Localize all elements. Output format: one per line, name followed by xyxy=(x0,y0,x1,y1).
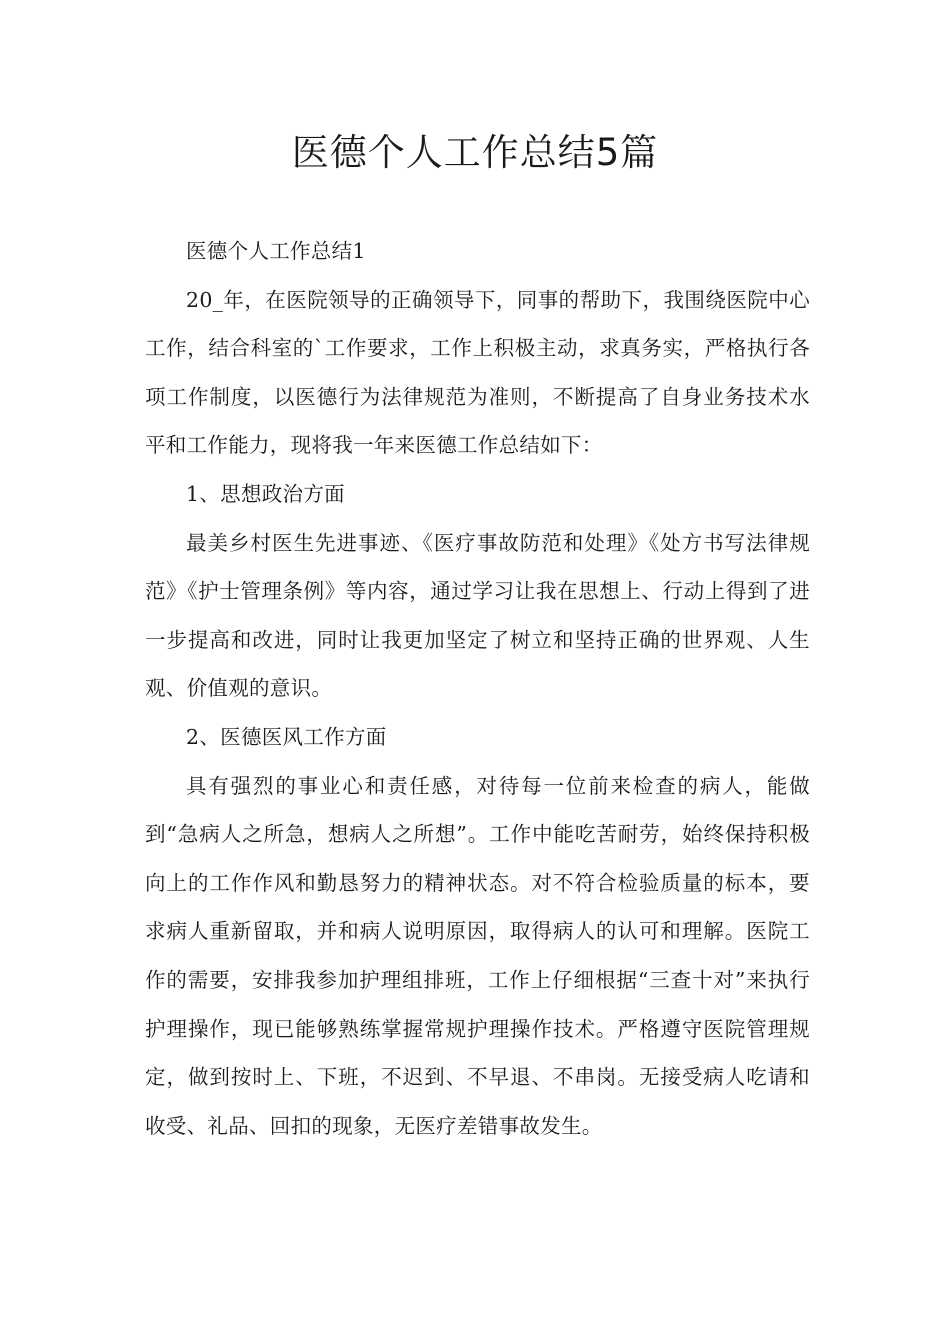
document-body xyxy=(145,227,810,1150)
document-title: 医德个人工作总结5篇 xyxy=(291,131,659,174)
section-heading: 医德个人工作总结1 xyxy=(186,239,366,263)
body-paragraph: 最美乡村医生先进事迹、《医疗事故防范和处理》《处方书写法律规范》《护士管理条例》等内容，通过学习让我在思想上、行动上得到了进一步提高和改进，同时让我更加坚定了树立和坚持正确的世界观、人生观、价值观的意识。 xyxy=(145,530,810,701)
body-paragraph: 20_年，在医院领导的正确领导下，同事的帮助下，我围绕医院中心工作，结合科室的`工作要求，工作上积极主动，求真务实，严格执行各项工作制度，以医德行为法律规范为准则，不断提高了自身业务技术水平和工作能力，现将我一年来医德工作总结如下： xyxy=(145,287,810,458)
body-paragraph: 具有强烈的事业心和责任感，对待每一位前来检查的病人，能做到“急病人之所急，想病人之所想”。工作中能吃苦耐劳，始终保持积极向上的工作作风和勤恳努力的精神状态。对不符合检验质量的标本，要求病人重新留取，并和病人说明原因，取得病人的认可和理解。医院工作的需要，安排我参加护理组排班，工作上仔细根据“三查十对”来执行护理操作，现已能够熟练掌握常规护理操作技术。严格遵守医院管理规定，做到按时上、下班，不迟到、不早退、不串岗。无接受病人吃请和收受、礼品、回扣的现象，无医疗差错事故发生。 xyxy=(145,773,810,1138)
section-heading: 1、思想政治方面 xyxy=(186,481,345,506)
section-heading: 2、医德医风工作方面 xyxy=(186,724,387,749)
